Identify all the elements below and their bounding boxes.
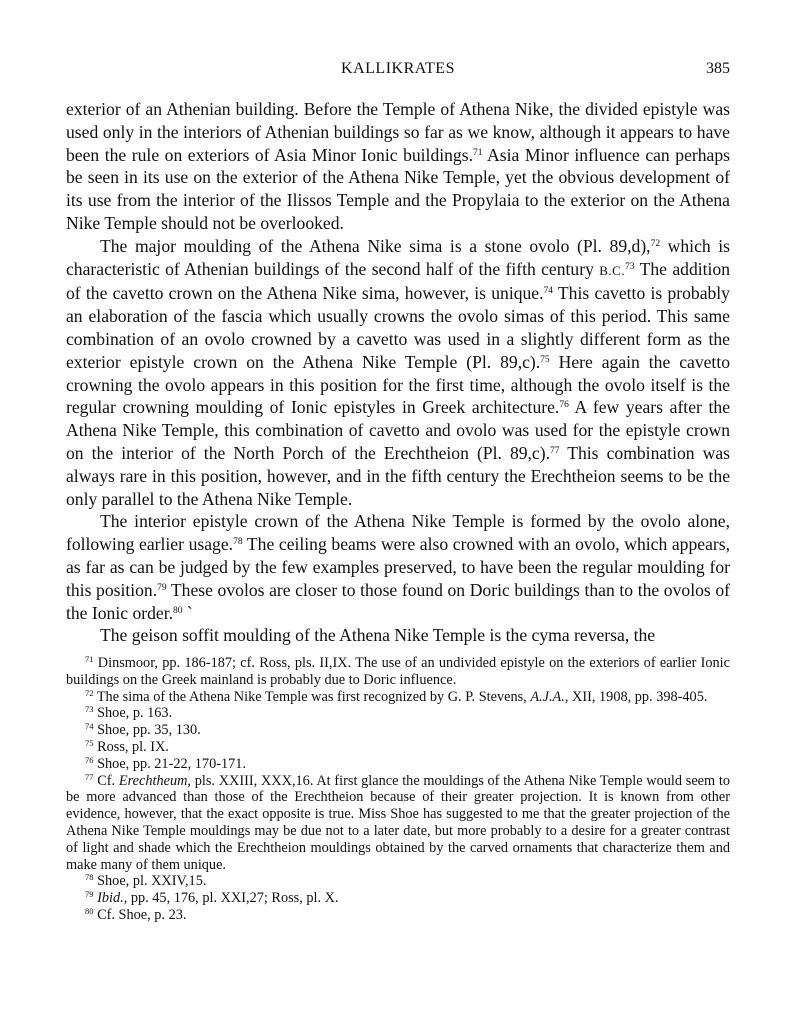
footnote-text: Shoe, pl. XXIV,15.	[97, 873, 207, 890]
footnote-ref-80: 80	[173, 605, 183, 616]
footnote-ref-75: 75	[540, 354, 550, 365]
footnote-77	[66, 773, 730, 874]
footnote-text: Shoe, pp. 21-22, 170-171.	[97, 755, 246, 772]
footnote-ref-79: 79	[157, 582, 167, 593]
stray-mark: `	[182, 602, 193, 623]
footnote-text: Shoe, p. 163.	[97, 705, 173, 722]
footnotes	[66, 655, 730, 924]
era-abbreviation: B.C.	[599, 262, 626, 278]
footnote-text: Shoe, pp. 35, 130.	[97, 722, 201, 739]
footnote-ref-77: 77	[550, 445, 560, 456]
footnote-75	[66, 739, 730, 756]
footnote-number: 74	[85, 721, 94, 732]
footnote-text: , pp. 45, 176, pl. XXI,27; Ross, pl. X.	[123, 890, 339, 907]
text: Asia Minor influence can perhaps be seen in its use on the exterior of the Athena Nike Temple, yet the obvious development of its use from the interior of the Ilissos Temple and the Propylaia to the exterior on the Athena Nike Temple should not be overlooked.	[66, 144, 730, 233]
footnote-number: 78	[85, 872, 94, 883]
text: The geison soffit moulding of the Athena Nike Temple is the cyma reversa, the	[100, 625, 656, 646]
footnote-72	[66, 689, 730, 706]
footnote-text: The sima of the Athena Nike Temple was first recognized by G. P. Stevens,	[96, 688, 531, 705]
footnote-number: 79	[85, 889, 94, 900]
footnote-71	[66, 655, 730, 689]
book-title: Erechtheum,	[118, 772, 191, 789]
text: The interior epistyle crown of the Athena Nike Temple is formed by the ovolo alone, following earlier usage.	[66, 511, 730, 555]
footnote-ref-72: 72	[650, 238, 661, 249]
footnote-text: pls. XXIII, XXX,16. At first glance the mouldings of the Athena Nike Temple would seem to be more advanced than those of the Erechtheion because of their greater projection. It is known from other evidence, however, that the exact opposite is true. Miss Shoe has suggested to me that the greater projection of the Athena Nike Temple mouldings may be due not to a later date, but more probably to a desire for a greater contrast of light and shade which the Erechtheion mouldings obtained by the carved ornaments that characterize them and make many of them unique.	[66, 772, 731, 873]
footnote-number: 72	[85, 687, 94, 698]
paragraph-1	[66, 98, 730, 235]
text: Here again the cavetto crowning the ovolo appears in this position for the first time, although the ovolo itself is the regular crowning moulding of Ionic epistyles in Greek architecture.	[66, 351, 731, 418]
footnote-number: 76	[85, 754, 94, 765]
footnote-number: 80	[85, 905, 94, 916]
footnote-text: , XII, 1908, pp. 398-405.	[564, 688, 708, 705]
text: The ceiling beams were also crowned with an ovolo, which appears, as far as can be judged by the few examples preserved, to have been the regular moulding for this position.	[66, 534, 730, 600]
footnote-ref-71: 71	[472, 147, 483, 158]
footnote-79	[66, 890, 730, 907]
footnote-ref-74: 74	[543, 286, 554, 297]
footnote-ref-78: 78	[233, 537, 243, 548]
journal-title: A.J.A.	[530, 688, 565, 705]
footnote-73	[66, 705, 730, 722]
footnote-ref-73: 73	[625, 261, 635, 272]
text: The addition of the cavetto crown on the Athena Nike sima, however, is unique.	[66, 258, 730, 304]
footnote-number: 75	[85, 737, 94, 748]
footnote-text: Dinsmoor, pp. 186-187; cf. Ross, pls. II,IX. The use of an undivided epistyle on the exteriors of earlier Ionic buildings on the Greek mainland is probably due to Doric influence.	[66, 655, 730, 688]
text: This combination was always rare in this position, however, and in the fifth century the Erechtheion seems to be the only parallel to the Athena Nike Temple.	[66, 442, 730, 509]
ibid-abbreviation: Ibid.	[97, 890, 124, 907]
paragraph-2	[66, 235, 730, 511]
text: exterior of an Athenian building. Before the Temple of Athena Nike, the divided epistyle was used only in the interiors of Athenian buildings so far as we know, although it appears to have been the rule on exteriors of Asia Minor Ionic buildings.	[66, 99, 730, 165]
running-head-title: KALLIKRATES	[341, 60, 455, 77]
paragraph-3	[66, 510, 730, 624]
footnote-ref-76: 76	[559, 400, 569, 411]
footnote-text: Cf. Shoe, p. 23.	[97, 906, 187, 923]
paragraph-4	[66, 624, 730, 647]
text: These ovolos are closer to those found on Doric buildings than to the ovolos of the Ionic order.	[66, 579, 731, 623]
footnote-78	[66, 873, 730, 890]
footnote-text: Cf.	[97, 772, 119, 789]
footnote-number: 77	[85, 771, 94, 782]
running-header	[66, 60, 730, 84]
main-text	[66, 98, 730, 647]
footnote-text: Ross, pl. IX.	[97, 738, 169, 755]
footnote-80	[66, 907, 730, 924]
text: The major moulding of the Athena Nike sima is a stone ovolo (Pl. 89,d),	[100, 235, 651, 256]
footnote-number: 71	[85, 654, 94, 664]
text: A few years after the Athena Nike Temple, this combination of cavetto and ovolo was used for the epistyle crown on the interior of the North Porch of the Erechtheion (Pl. 89,c).	[66, 397, 730, 463]
footnote-74	[66, 722, 730, 739]
text: which is characteristic of Athenian buildings of the second half of the fifth century	[66, 235, 730, 279]
footnote-76	[66, 756, 730, 773]
text: This cavetto is probably an elaboration of the fascia which usually crowns the ovolo simas of this period. This same combination of an ovolo crowned by a cavetto was used in a slightly different form as the exterior epistyle crown on the Athena Nike Temple (Pl. 89,c).	[66, 283, 730, 372]
page-number: 385	[706, 60, 730, 77]
footnote-number: 73	[85, 704, 94, 715]
